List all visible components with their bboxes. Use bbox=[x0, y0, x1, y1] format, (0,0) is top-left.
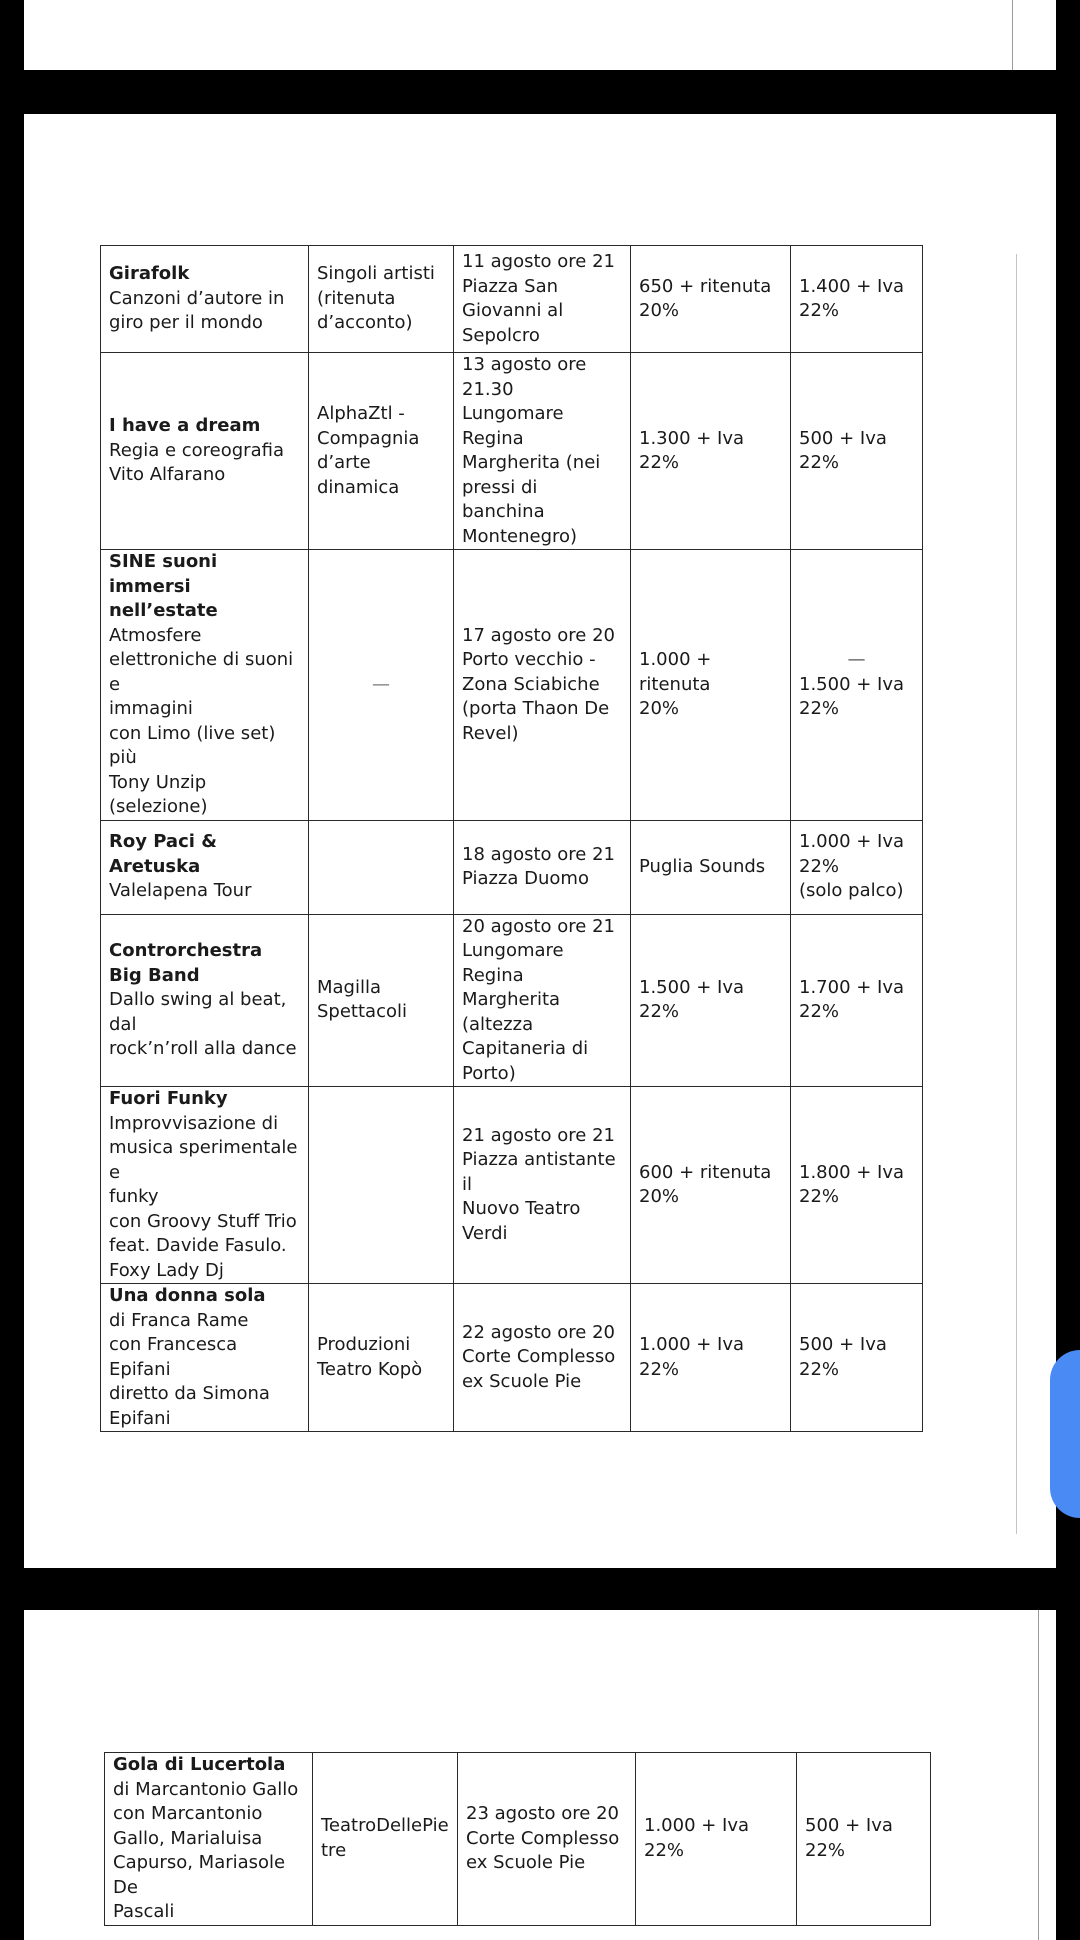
fee-line: Puglia Sounds bbox=[639, 855, 766, 877]
organizer-line: AlphaZtl - bbox=[317, 403, 405, 424]
event-description-line: Vito Alfarano bbox=[109, 464, 226, 486]
organizer-cell bbox=[309, 1087, 454, 1284]
organizer-line: Compagnia bbox=[317, 427, 420, 449]
fee-line: 20% bbox=[639, 1186, 680, 1207]
event-title: I have a dream bbox=[109, 415, 261, 437]
events-table bbox=[100, 245, 923, 1432]
fee-cell bbox=[631, 550, 791, 821]
cost-cell bbox=[791, 914, 923, 1087]
date-venue-line: Corte Complesso bbox=[466, 1827, 620, 1849]
event-cell bbox=[101, 246, 309, 353]
date-venue-line: Margherita (nei bbox=[462, 452, 601, 473]
document-page-previous bbox=[24, 0, 1056, 70]
cost-line: 500 + Iva 22% bbox=[805, 1815, 893, 1861]
cost-cell bbox=[791, 1087, 923, 1284]
date-venue-line: Giovanni al bbox=[462, 300, 564, 321]
event-description-line: diretto da Simona bbox=[109, 1383, 270, 1404]
fee-line: 1.500 + Iva 22% bbox=[639, 976, 745, 1023]
date-venue-line: (porta Thaon De bbox=[462, 698, 610, 719]
organizer-line: Teatro Kopò bbox=[317, 1358, 423, 1380]
organizer-cell bbox=[309, 550, 454, 821]
date-venue-line: Montenegro) bbox=[462, 525, 578, 547]
document-page-next bbox=[24, 1610, 1056, 1940]
events-table-continued bbox=[104, 1752, 931, 1926]
date-venue-line: ex Scuole Pie bbox=[466, 1852, 586, 1873]
scroll-handle[interactable] bbox=[1050, 1350, 1080, 1518]
cost-cell bbox=[791, 820, 923, 914]
cost-line: 500 + Iva 22% bbox=[799, 1334, 887, 1380]
date-venue-line: Piazza antistante il bbox=[462, 1149, 616, 1195]
organizer-cell bbox=[309, 1284, 454, 1432]
date-venue-line: Margherita bbox=[462, 989, 561, 1010]
fee-cell bbox=[631, 820, 791, 914]
event-description-line: immagini bbox=[109, 698, 193, 719]
date-venue-line: Porto vecchio - bbox=[462, 649, 596, 670]
organizer-cell bbox=[309, 914, 454, 1087]
organizer-line: (ritenuta bbox=[317, 287, 396, 309]
table-row bbox=[101, 353, 923, 550]
date-venue-line: Corte Complesso bbox=[462, 1346, 616, 1368]
event-description-line: elettroniche di suoni e bbox=[109, 649, 294, 695]
date-venue-line: Porto) bbox=[462, 1062, 516, 1084]
event-cell bbox=[101, 353, 309, 550]
date-venue-line: 23 agosto ore 20 bbox=[466, 1803, 619, 1824]
fee-line: 20% bbox=[639, 698, 680, 719]
cost-line: (solo palco) bbox=[799, 880, 904, 902]
cost-cell bbox=[791, 353, 923, 550]
cost-cell bbox=[791, 550, 923, 821]
event-description-line: con Francesca Epifani bbox=[109, 1334, 238, 1380]
event-description-line: Valelapena Tour bbox=[109, 880, 252, 902]
date-venue-line: Capitaneria di bbox=[462, 1038, 589, 1059]
event-description-line: Dallo swing al beat, dal bbox=[109, 989, 287, 1035]
date-venue-cell bbox=[454, 820, 631, 914]
event-title: Gola di Lucertola bbox=[113, 1754, 286, 1775]
table-row bbox=[101, 1284, 923, 1432]
organizer-line: Produzioni bbox=[317, 1334, 411, 1355]
date-venue-line: 22 agosto ore 20 bbox=[462, 1321, 615, 1343]
organizer-cell bbox=[309, 246, 454, 353]
date-venue-cell bbox=[454, 914, 631, 1087]
date-venue-cell bbox=[454, 1087, 631, 1284]
event-description-line: musica sperimentale e bbox=[109, 1137, 298, 1183]
event-title: SINE suoni immersi nell’estate bbox=[109, 551, 218, 621]
table-row bbox=[105, 1753, 931, 1926]
event-title: Girafolk bbox=[109, 263, 190, 285]
cost-cell bbox=[797, 1753, 931, 1926]
date-venue-line: Zona Sciabiche bbox=[462, 673, 600, 695]
date-venue-line: 17 agosto ore 20 bbox=[462, 624, 615, 646]
event-cell bbox=[101, 1087, 309, 1284]
fee-line: 20% bbox=[639, 300, 680, 321]
cost-line: 1.700 + Iva 22% bbox=[799, 976, 905, 1023]
date-venue-line: 13 agosto ore 21.30 bbox=[462, 354, 587, 400]
scan-artifact-line bbox=[1016, 254, 1017, 1534]
event-cell bbox=[101, 550, 309, 821]
event-cell bbox=[101, 914, 309, 1087]
event-title: Controrchestra Big Band bbox=[109, 940, 263, 986]
date-venue-cell bbox=[454, 1284, 631, 1432]
scan-artifact-line bbox=[1038, 1610, 1039, 1940]
organizer-line: d’arte dinamica bbox=[317, 452, 400, 498]
event-description-line: Gallo, Marialuisa bbox=[113, 1827, 263, 1849]
event-description-line: funky bbox=[109, 1186, 159, 1207]
event-description-line: con Marcantonio bbox=[113, 1803, 263, 1824]
event-title: Fuori Funky bbox=[109, 1088, 228, 1109]
fee-line: 1.000 + Iva 22% bbox=[639, 1334, 745, 1380]
event-description-line: Foxy Lady Dj bbox=[109, 1259, 224, 1281]
organizer-cell bbox=[309, 353, 454, 550]
date-venue-line: Revel) bbox=[462, 722, 519, 744]
date-venue-line: Lungomare Regina bbox=[462, 403, 564, 449]
date-venue-line: (altezza bbox=[462, 1013, 534, 1035]
cost-cell bbox=[791, 1284, 923, 1432]
event-description-line: con Limo (live set) più bbox=[109, 722, 276, 768]
date-venue-line: Lungomare Regina bbox=[462, 940, 564, 986]
organizer-line: Spettacoli bbox=[317, 1001, 407, 1023]
date-venue-line: Piazza Duomo bbox=[462, 868, 589, 889]
date-venue-line: 20 agosto ore 21 bbox=[462, 915, 615, 937]
event-description-line: con Groovy Stuff Trio bbox=[109, 1210, 297, 1232]
date-venue-cell bbox=[454, 353, 631, 550]
table-row bbox=[101, 550, 923, 821]
event-description-line: Capurso, Mariasole De bbox=[113, 1852, 286, 1898]
organizer-line: d’acconto) bbox=[317, 312, 413, 334]
date-venue-cell bbox=[458, 1753, 636, 1926]
date-venue-cell bbox=[454, 246, 631, 353]
organizer-cell bbox=[313, 1753, 458, 1926]
date-venue-cell bbox=[454, 550, 631, 821]
fee-cell bbox=[636, 1753, 797, 1926]
event-description-line: feat. Davide Fasulo. bbox=[109, 1235, 287, 1256]
event-description-line: di Franca Rame bbox=[109, 1309, 249, 1331]
fee-line: 1.000 + Iva 22% bbox=[644, 1815, 750, 1861]
event-description-line: rock’n’roll alla dance bbox=[109, 1038, 297, 1059]
event-description-line: Improvvisazione di bbox=[109, 1112, 279, 1134]
fee-cell bbox=[631, 914, 791, 1087]
fee-line: 600 + ritenuta bbox=[639, 1161, 772, 1183]
fee-line: 650 + ritenuta bbox=[639, 275, 772, 297]
cost-line: 1.400 + Iva 22% bbox=[799, 275, 905, 321]
cost-line: 1.800 + Iva 22% bbox=[799, 1161, 905, 1207]
event-description-line: Tony Unzip (selezione) bbox=[109, 771, 208, 817]
event-description-line: di Marcantonio Gallo bbox=[113, 1778, 299, 1800]
date-venue-line: 18 agosto ore 21 bbox=[462, 843, 615, 865]
scan-artifact-line bbox=[1012, 0, 1013, 70]
event-description-line: Pascali bbox=[113, 1901, 175, 1922]
fee-cell bbox=[631, 246, 791, 353]
date-venue-line: Sepolcro bbox=[462, 324, 540, 346]
event-cell bbox=[101, 820, 309, 914]
fee-cell bbox=[631, 1087, 791, 1284]
organizer-line: Magilla bbox=[317, 976, 382, 998]
organizer-line: Singoli artisti bbox=[317, 263, 435, 285]
event-description-line: Regia e coreografia bbox=[109, 439, 284, 461]
fee-cell bbox=[631, 353, 791, 550]
table-row bbox=[101, 1087, 923, 1284]
date-venue-line: Nuovo Teatro Verdi bbox=[462, 1198, 581, 1244]
table-row bbox=[101, 820, 923, 914]
date-venue-line: pressi di banchina bbox=[462, 476, 545, 522]
date-venue-line: 21 agosto ore 21 bbox=[462, 1124, 615, 1146]
event-cell bbox=[105, 1753, 313, 1926]
document-page bbox=[24, 114, 1056, 1568]
organizer-line: tre bbox=[321, 1839, 347, 1861]
organizer-line: TeatroDellePie bbox=[321, 1815, 449, 1837]
cost-line: 1.500 + Iva 22% bbox=[799, 673, 905, 719]
date-venue-line: Piazza San bbox=[462, 275, 559, 297]
event-cell bbox=[101, 1284, 309, 1432]
organizer-cell bbox=[309, 820, 454, 914]
cost-cell bbox=[791, 246, 923, 353]
fee-line: 1.000 + ritenuta bbox=[639, 649, 712, 695]
date-venue-line: 11 agosto ore 21 bbox=[462, 251, 615, 272]
fee-cell bbox=[631, 1284, 791, 1432]
event-description-line: Canzoni d’autore in bbox=[109, 287, 285, 309]
organizer-line: — bbox=[372, 673, 390, 695]
event-description-line: Epifani bbox=[109, 1407, 171, 1429]
cost-line: — bbox=[847, 649, 866, 670]
event-title: Una donna sola bbox=[109, 1285, 266, 1306]
cost-line: 500 + Iva 22% bbox=[799, 427, 887, 473]
table-row bbox=[101, 246, 923, 353]
event-description-line: Atmosfere bbox=[109, 624, 202, 646]
cost-line: 1.000 + Iva 22% bbox=[799, 831, 905, 877]
event-title: Roy Paci & Aretuska bbox=[109, 831, 217, 877]
event-description-line: giro per il mondo bbox=[109, 312, 263, 334]
fee-line: 1.300 + Iva 22% bbox=[639, 427, 745, 473]
table-row bbox=[101, 914, 923, 1087]
date-venue-line: ex Scuole Pie bbox=[462, 1370, 582, 1392]
